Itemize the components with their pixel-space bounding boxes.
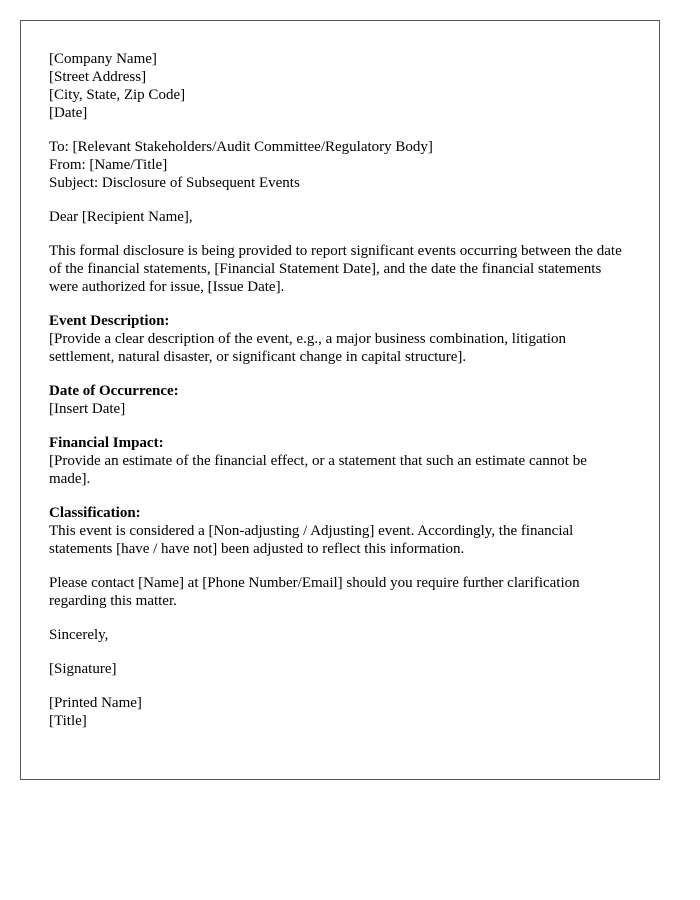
routing-block — [49, 138, 631, 192]
sender-company: [Company Name] — [49, 51, 157, 67]
signature-placeholder: [Signature] — [49, 661, 117, 677]
salutation: Dear [Recipient Name], — [49, 209, 193, 225]
section-classification — [49, 504, 631, 558]
subject-line: Subject: Disclosure of Subsequent Events — [49, 175, 300, 191]
section-heading: Classification: — [49, 505, 141, 521]
section-heading: Financial Impact: — [49, 435, 164, 451]
signer-title: [Title] — [49, 713, 87, 729]
printed-name: [Printed Name] — [49, 695, 142, 711]
section-financial-impact — [49, 434, 631, 488]
section-heading: Date of Occurrence: — [49, 383, 179, 399]
letter-date: [Date] — [49, 105, 88, 121]
contact-paragraph: Please contact [Name] at [Phone Number/Email] should you require further clarification regarding this matter. — [49, 575, 580, 609]
valediction: Sincerely, — [49, 627, 109, 643]
sender-city: [City, State, Zip Code] — [49, 87, 186, 103]
letter-page — [20, 20, 660, 780]
section-body: [Provide a clear description of the event, e.g., a major business combination, litigation settlement, natural disaster, or significant change in capital structure]. — [49, 331, 566, 365]
section-body: [Provide an estimate of the financial effect, or a statement that such an estimate cannot be made]. — [49, 453, 587, 487]
signer-block — [49, 694, 631, 730]
section-heading: Event Description: — [49, 313, 170, 329]
from-line: From: [Name/Title] — [49, 157, 168, 173]
section-date-of-occurrence — [49, 382, 631, 418]
sender-street: [Street Address] — [49, 69, 147, 85]
section-body: This event is considered a [Non-adjusting / Adjusting] event. Accordingly, the financial statements [have / have not] been adjusted to reflect this information. — [49, 523, 574, 557]
intro-paragraph: This formal disclosure is being provided to report significant events occurring between the date of the financial statements, [Financial Statement Date], and the date the financial statements were authorized for issue, [Issue Date]. — [49, 243, 622, 295]
sender-address-block — [49, 50, 631, 122]
section-body: [Insert Date] — [49, 401, 126, 417]
to-line: To: [Relevant Stakeholders/Audit Committee/Regulatory Body] — [49, 139, 433, 155]
section-event-description — [49, 312, 631, 366]
